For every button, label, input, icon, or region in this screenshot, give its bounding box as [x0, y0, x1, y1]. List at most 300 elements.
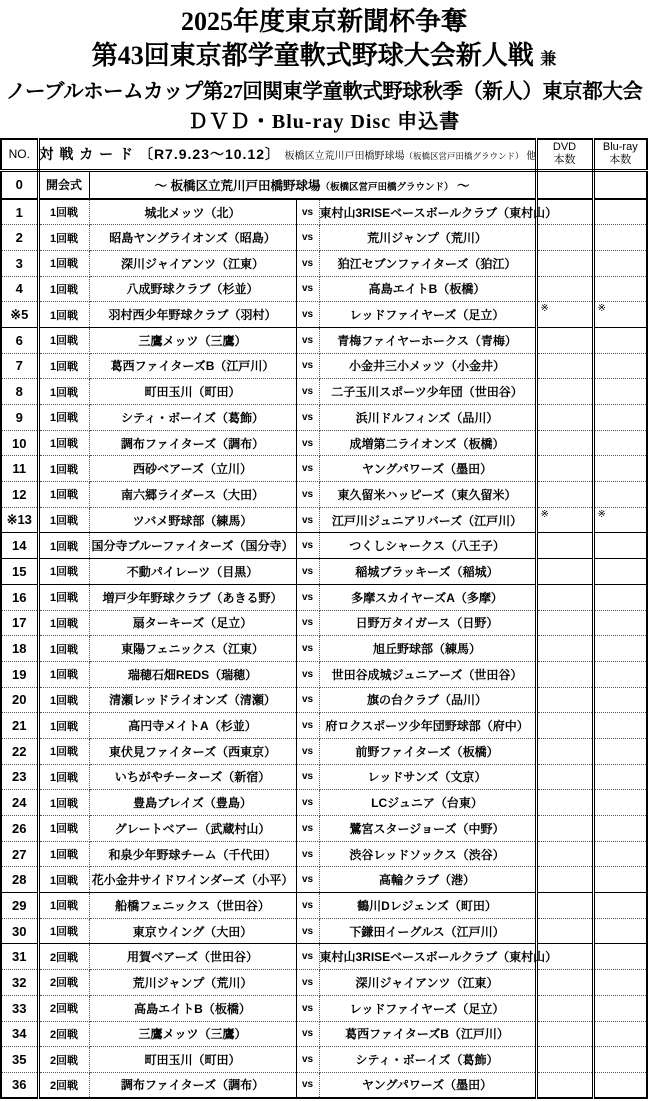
match-row — [1, 636, 647, 662]
bluray-count-cell — [593, 199, 647, 225]
bluray-count-cell — [593, 456, 647, 482]
bluray-count-cell — [593, 944, 647, 970]
match-round: 1回戦 — [38, 918, 89, 944]
tournament-title-line1: 2025年度東京新聞杯争奪 — [180, 7, 467, 36]
match-no: 4 — [1, 276, 38, 302]
opening-venue-paren: （板橋区営戸田橋グラウンド） — [320, 181, 454, 193]
match-row — [1, 918, 647, 944]
home-team: 豊島ブレイズ（豊島） — [89, 790, 296, 816]
vs-label: vs — [296, 405, 319, 431]
vs-label: vs — [296, 1021, 319, 1047]
away-team: 鶴川Dレジェンズ（町田） — [319, 893, 536, 919]
dvd-count-cell — [536, 353, 593, 379]
bluray-count-cell — [593, 867, 647, 893]
bluray-count-cell — [593, 405, 647, 431]
dvd-count-cell — [536, 405, 593, 431]
match-round: 1回戦 — [38, 327, 89, 353]
away-team: 稲城ブラッキーズ（稲城） — [319, 559, 536, 585]
vs-label: vs — [296, 430, 319, 456]
home-team: 高島エイトB（板橋） — [89, 995, 296, 1021]
away-team: 東村山3RISEベースボールクラブ（東村山） — [319, 199, 536, 225]
match-row — [1, 1072, 647, 1098]
home-team: いちがやチーターズ（新宿） — [89, 764, 296, 790]
match-row — [1, 430, 647, 456]
match-row — [1, 405, 647, 431]
dvd-count-cell — [536, 764, 593, 790]
home-team: 羽村西少年野球クラブ（羽村） — [89, 302, 296, 328]
away-team: 青梅ファイヤーホークス（青梅） — [319, 327, 536, 353]
venue-note: 板橋区立荒川戸田橋野球場（板橋区営戸田橋グラウンド） 他 — [284, 151, 537, 163]
home-team: 扇ターキーズ（足立） — [89, 610, 296, 636]
vs-label: vs — [296, 687, 319, 713]
vs-label: vs — [296, 1072, 319, 1098]
vs-label: vs — [296, 327, 319, 353]
home-team: 城北メッツ（北） — [89, 199, 296, 225]
match-round: 2回戦 — [38, 995, 89, 1021]
match-row — [1, 687, 647, 713]
away-team: 狛江セブンファイターズ（狛江） — [319, 250, 536, 276]
match-round: 1回戦 — [38, 482, 89, 508]
away-team: 荒川ジャンプ（荒川） — [319, 225, 536, 251]
home-team: 町田玉川（町田） — [89, 379, 296, 405]
bluray-count-cell — [593, 225, 647, 251]
dvd-count-cell — [536, 713, 593, 739]
form-title: ＤＶＤ・Blu-ray Disc 申込書 — [187, 111, 461, 133]
match-no: 9 — [1, 405, 38, 431]
vs-label: vs — [296, 482, 319, 508]
match-no: 21 — [1, 713, 38, 739]
bluray-count-cell — [593, 584, 647, 610]
match-row — [1, 533, 647, 559]
bluray-count-cell — [593, 816, 647, 842]
match-row — [1, 302, 647, 328]
match-no: 32 — [1, 970, 38, 996]
home-team: 八成野球クラブ（杉並） — [89, 276, 296, 302]
vs-label: vs — [296, 636, 319, 662]
away-team: レッドファイヤーズ（足立） — [319, 995, 536, 1021]
away-team: 深川ジャイアンツ（江東） — [319, 970, 536, 996]
away-team: ヤングパワーズ（墨田） — [319, 1072, 536, 1098]
away-team: 葛西ファイターズB（江戸川） — [319, 1021, 536, 1047]
away-team: 旭丘野球部（練馬） — [319, 636, 536, 662]
match-row — [1, 507, 647, 533]
bluray-count-cell — [593, 610, 647, 636]
vs-label: vs — [296, 764, 319, 790]
home-team: 国分寺ブルーファイターズ（国分寺） — [89, 533, 296, 559]
away-team: 鷺宮スタージョーズ（中野） — [319, 816, 536, 842]
away-team: 東久留米ハッピーズ（東久留米） — [319, 482, 536, 508]
match-row — [1, 970, 647, 996]
away-team: 成増第二ライオンズ（板橋） — [319, 430, 536, 456]
match-row — [1, 893, 647, 919]
match-no: 35 — [1, 1047, 38, 1073]
vs-label: vs — [296, 559, 319, 585]
dvd-count-cell — [536, 482, 593, 508]
match-row — [1, 610, 647, 636]
match-round: 1回戦 — [38, 636, 89, 662]
away-team: 渋谷レッドソックス（渋谷） — [319, 841, 536, 867]
match-round: 1回戦 — [38, 610, 89, 636]
match-no: 0 — [1, 170, 38, 199]
vs-label: vs — [296, 918, 319, 944]
match-round: 1回戦 — [38, 276, 89, 302]
match-round: 1回戦 — [38, 430, 89, 456]
vs-label: vs — [296, 841, 319, 867]
home-team: 用賀ベアーズ（世田谷） — [89, 944, 296, 970]
no-column-header: NO. — [1, 139, 38, 170]
vs-label: vs — [296, 533, 319, 559]
bluray-count-cell — [593, 1021, 647, 1047]
vs-label: vs — [296, 816, 319, 842]
away-team: 世田谷成城ジュニアーズ（世田谷） — [319, 661, 536, 687]
match-round: 1回戦 — [38, 816, 89, 842]
bluray-count-cell — [593, 1047, 647, 1073]
bluray-count-cell — [593, 841, 647, 867]
match-no: 28 — [1, 867, 38, 893]
match-application-table — [0, 138, 648, 1099]
match-row — [1, 661, 647, 687]
match-row — [1, 867, 647, 893]
match-round: 2回戦 — [38, 944, 89, 970]
dvd-count-cell — [536, 170, 593, 199]
away-team: 浜川ドルフィンズ（品川） — [319, 405, 536, 431]
match-round: 1回戦 — [38, 584, 89, 610]
match-round: 1回戦 — [38, 199, 89, 225]
match-round: 1回戦 — [38, 661, 89, 687]
match-no: ※13 — [1, 507, 38, 533]
match-round: 1回戦 — [38, 456, 89, 482]
away-team: ヤングパワーズ（墨田） — [319, 456, 536, 482]
vs-label: vs — [296, 995, 319, 1021]
home-team: 昭島ヤングライオンズ（昭島） — [89, 225, 296, 251]
opening-ceremony-row — [1, 170, 647, 199]
match-no: 36 — [1, 1072, 38, 1098]
match-row — [1, 790, 647, 816]
home-team: シティ・ボーイズ（葛飾） — [89, 405, 296, 431]
dvd-count-cell: ※ — [536, 507, 593, 533]
match-round: 1回戦 — [38, 559, 89, 585]
dvd-count-cell — [536, 276, 593, 302]
match-row — [1, 816, 647, 842]
match-no: 16 — [1, 584, 38, 610]
home-team: 南六郷ライダース（大田） — [89, 482, 296, 508]
bluray-count-cell — [593, 250, 647, 276]
opening-ceremony-label: 開会式 — [38, 170, 89, 199]
dvd-count-cell — [536, 430, 593, 456]
bluray-column-header: Blu-ray 本数 — [593, 139, 647, 170]
bluray-count-cell — [593, 893, 647, 919]
home-team: 調布ファイターズ（調布） — [89, 1072, 296, 1098]
vs-label: vs — [296, 970, 319, 996]
match-row — [1, 1021, 647, 1047]
bluray-count-cell — [593, 661, 647, 687]
dvd-count-cell — [536, 1072, 593, 1098]
bluray-count-cell — [593, 1072, 647, 1098]
match-row — [1, 456, 647, 482]
match-no: 1 — [1, 199, 38, 225]
vs-label: vs — [296, 610, 319, 636]
home-team: 清瀬レッドライオンズ（清瀬） — [89, 687, 296, 713]
match-row — [1, 841, 647, 867]
match-round: 1回戦 — [38, 867, 89, 893]
document-header — [0, 0, 648, 138]
match-round: 1回戦 — [38, 405, 89, 431]
dvd-count-cell — [536, 687, 593, 713]
dvd-count-cell — [536, 867, 593, 893]
match-round: 2回戦 — [38, 1021, 89, 1047]
dvd-count-cell — [536, 661, 593, 687]
match-no: ※5 — [1, 302, 38, 328]
vs-label: vs — [296, 379, 319, 405]
dvd-count-cell — [536, 636, 593, 662]
away-team: 旗の台クラブ（品川） — [319, 687, 536, 713]
match-round: 1回戦 — [38, 713, 89, 739]
home-team: 花小金井サイドワインダーズ（小平） — [89, 867, 296, 893]
match-no: 3 — [1, 250, 38, 276]
away-team: 江戸川ジュニアリバーズ（江戸川） — [319, 507, 536, 533]
match-row — [1, 379, 647, 405]
bluray-count-cell — [593, 790, 647, 816]
vs-label: vs — [296, 353, 319, 379]
vs-label: vs — [296, 944, 319, 970]
match-no: 27 — [1, 841, 38, 867]
dvd-count-cell — [536, 327, 593, 353]
home-team: 高円寺メイトA（杉並） — [89, 713, 296, 739]
match-round: 1回戦 — [38, 250, 89, 276]
dvd-count-cell — [536, 1047, 593, 1073]
dvd-count-cell — [536, 995, 593, 1021]
dvd-count-cell — [536, 456, 593, 482]
vs-label: vs — [296, 661, 319, 687]
match-round: 1回戦 — [38, 893, 89, 919]
dvd-count-cell — [536, 225, 593, 251]
tournament-title-line2: 第43回東京都学童軟式野球大会新人戦 兼 — [91, 41, 557, 70]
home-team: 瑞穂石畑REDS（瑞穂） — [89, 661, 296, 687]
dvd-count-cell — [536, 559, 593, 585]
away-team: 小金井三小メッツ（小金井） — [319, 353, 536, 379]
match-no: 19 — [1, 661, 38, 687]
home-team: 葛西ファイターズB（江戸川） — [89, 353, 296, 379]
away-team: 高島エイトB（板橋） — [319, 276, 536, 302]
match-round: 1回戦 — [38, 790, 89, 816]
match-no: 26 — [1, 816, 38, 842]
bluray-count-cell — [593, 738, 647, 764]
match-card-header — [38, 139, 536, 170]
dvd-column-header: DVD 本数 — [536, 139, 593, 170]
home-team: 東伏見ファイターズ（西東京） — [89, 738, 296, 764]
match-no: 2 — [1, 225, 38, 251]
dvd-count-cell — [536, 738, 593, 764]
match-no: 24 — [1, 790, 38, 816]
match-no: 22 — [1, 738, 38, 764]
match-round: 1回戦 — [38, 841, 89, 867]
dvd-count-cell — [536, 610, 593, 636]
bluray-count-cell — [593, 482, 647, 508]
home-team: グレートベアー（武蔵村山） — [89, 816, 296, 842]
home-team: ツバメ野球部（練馬） — [89, 507, 296, 533]
match-row — [1, 276, 647, 302]
match-round: 1回戦 — [38, 533, 89, 559]
match-no: 14 — [1, 533, 38, 559]
home-team: 東陽フェニックス（江東） — [89, 636, 296, 662]
match-row — [1, 738, 647, 764]
match-row — [1, 584, 647, 610]
dvd-count-cell — [536, 379, 593, 405]
vs-label: vs — [296, 225, 319, 251]
away-team: 高輪クラブ（港） — [319, 867, 536, 893]
bluray-count-cell — [593, 276, 647, 302]
home-team: 三鷹メッツ（三鷹） — [89, 327, 296, 353]
match-round: 1回戦 — [38, 687, 89, 713]
vs-label: vs — [296, 302, 319, 328]
vs-label: vs — [296, 1047, 319, 1073]
match-no: 30 — [1, 918, 38, 944]
vs-label: vs — [296, 738, 319, 764]
match-row — [1, 482, 647, 508]
match-round: 1回戦 — [38, 507, 89, 533]
vs-label: vs — [296, 584, 319, 610]
home-team: 三鷹メッツ（三鷹） — [89, 1021, 296, 1047]
bluray-count-cell — [593, 687, 647, 713]
match-table-body — [1, 199, 647, 1098]
match-round: 1回戦 — [38, 353, 89, 379]
match-round: 2回戦 — [38, 970, 89, 996]
home-team: 深川ジャイアンツ（江東） — [89, 250, 296, 276]
dvd-count-cell — [536, 1021, 593, 1047]
match-row — [1, 327, 647, 353]
bluray-count-cell — [593, 379, 647, 405]
match-no: 7 — [1, 353, 38, 379]
bluray-count-cell — [593, 533, 647, 559]
bluray-count-cell — [593, 970, 647, 996]
away-team: 日野万タイガース（日野） — [319, 610, 536, 636]
bluray-count-cell — [593, 636, 647, 662]
vs-label: vs — [296, 893, 319, 919]
home-team: 増戸少年野球クラブ（あきる野） — [89, 584, 296, 610]
dvd-count-cell — [536, 816, 593, 842]
match-no: 6 — [1, 327, 38, 353]
tournament-title-line3: ノーブルホームカップ第27回関東学童軟式野球秋季（新人）東京都大会 — [5, 81, 643, 103]
table-header-row — [1, 139, 647, 170]
match-no: 10 — [1, 430, 38, 456]
bluray-count-cell — [593, 353, 647, 379]
dvd-count-cell — [536, 893, 593, 919]
match-row — [1, 199, 647, 225]
home-team: 西砂ベアーズ（立川） — [89, 456, 296, 482]
match-no: 18 — [1, 636, 38, 662]
home-team: 和泉少年野球チーム（千代田） — [89, 841, 296, 867]
vs-label: vs — [296, 867, 319, 893]
vs-label: vs — [296, 276, 319, 302]
match-no: 29 — [1, 893, 38, 919]
away-team: 下鎌田イーグルス（江戸川） — [319, 918, 536, 944]
away-team: つくしシャークス（八王子） — [319, 533, 536, 559]
bluray-count-cell — [593, 918, 647, 944]
away-team: LCジュニア（台東） — [319, 790, 536, 816]
dvd-count-cell — [536, 970, 593, 996]
vs-label: vs — [296, 713, 319, 739]
vs-label: vs — [296, 250, 319, 276]
dvd-count-cell: ※ — [536, 302, 593, 328]
opening-venue: ～ 板橋区立荒川戸田橋野球場（板橋区営戸田橋グラウンド） ～ — [89, 170, 536, 199]
dvd-count-cell — [536, 250, 593, 276]
match-row — [1, 944, 647, 970]
match-no: 12 — [1, 482, 38, 508]
match-round: 1回戦 — [38, 379, 89, 405]
match-round: 2回戦 — [38, 1072, 89, 1098]
match-round: 1回戦 — [38, 738, 89, 764]
match-row — [1, 250, 647, 276]
home-team: 不動パイレーツ（目黒） — [89, 559, 296, 585]
away-team: レッドファイヤーズ（足立） — [319, 302, 536, 328]
away-team: シティ・ボーイズ（葛飾） — [319, 1047, 536, 1073]
bluray-count-cell: ※ — [593, 507, 647, 533]
vs-label: vs — [296, 507, 319, 533]
vs-label: vs — [296, 199, 319, 225]
match-row — [1, 764, 647, 790]
match-row — [1, 353, 647, 379]
bluray-count-cell — [593, 713, 647, 739]
away-team: 多摩スカイヤーズA（多摩） — [319, 584, 536, 610]
home-team: 荒川ジャンプ（荒川） — [89, 970, 296, 996]
title-suffix: 兼 — [540, 51, 557, 68]
match-no: 31 — [1, 944, 38, 970]
match-row — [1, 713, 647, 739]
bluray-count-cell — [593, 559, 647, 585]
away-team: レッドサンズ（文京） — [319, 764, 536, 790]
match-card-title: 対 戦 カ ー ド 〔R7.9.23～10.12〕 — [39, 146, 281, 163]
match-no: 33 — [1, 995, 38, 1021]
match-no: 15 — [1, 559, 38, 585]
vs-label: vs — [296, 456, 319, 482]
home-team: 調布ファイターズ（調布） — [89, 430, 296, 456]
match-round: 1回戦 — [38, 225, 89, 251]
match-round: 2回戦 — [38, 1047, 89, 1073]
home-team: 船橋フェニックス（世田谷） — [89, 893, 296, 919]
match-no: 8 — [1, 379, 38, 405]
bluray-count-cell — [593, 764, 647, 790]
away-team: 前野ファイターズ（板橋） — [319, 738, 536, 764]
bluray-count-cell — [593, 995, 647, 1021]
match-row — [1, 1047, 647, 1073]
home-team: 東京ウイング（大田） — [89, 918, 296, 944]
bluray-count-cell — [593, 170, 647, 199]
venue-note-paren: （板橋区営戸田橋グラウンド） — [404, 151, 524, 162]
match-no: 11 — [1, 456, 38, 482]
match-no: 17 — [1, 610, 38, 636]
bluray-count-cell — [593, 327, 647, 353]
match-row — [1, 225, 647, 251]
bluray-count-cell — [593, 430, 647, 456]
match-no: 23 — [1, 764, 38, 790]
match-no: 34 — [1, 1021, 38, 1047]
match-round: 1回戦 — [38, 764, 89, 790]
dvd-count-cell — [536, 533, 593, 559]
dvd-count-cell — [536, 584, 593, 610]
match-row — [1, 995, 647, 1021]
match-row — [1, 559, 647, 585]
dvd-count-cell — [536, 790, 593, 816]
match-no: 20 — [1, 687, 38, 713]
dvd-count-cell — [536, 841, 593, 867]
home-team: 町田玉川（町田） — [89, 1047, 296, 1073]
away-team: 府ロクスポーツ少年団野球部（府中） — [319, 713, 536, 739]
dvd-count-cell — [536, 918, 593, 944]
match-round: 1回戦 — [38, 302, 89, 328]
bluray-count-cell: ※ — [593, 302, 647, 328]
away-team: 東村山3RISEベースボールクラブ（東村山） — [319, 944, 536, 970]
vs-label: vs — [296, 790, 319, 816]
